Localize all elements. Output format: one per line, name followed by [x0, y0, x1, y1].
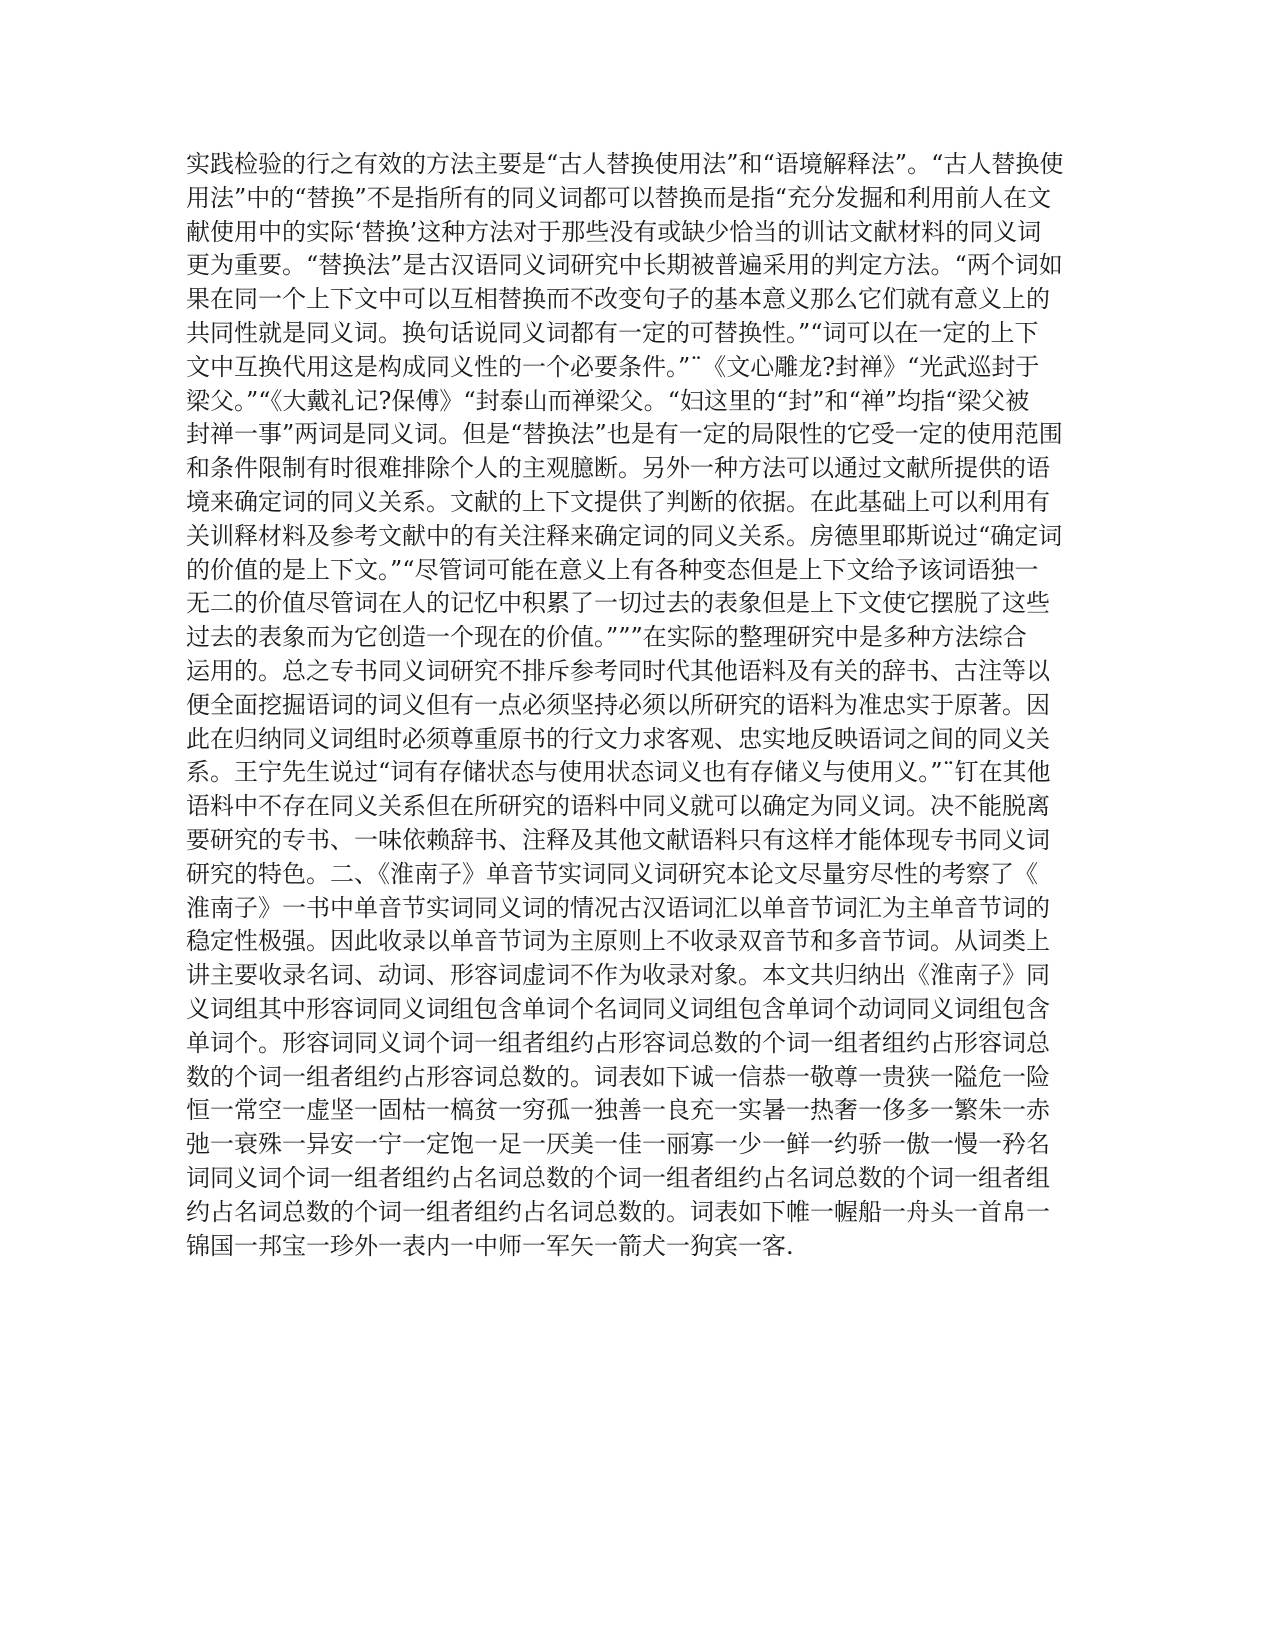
text-line: 锦国一邦宝一珍外一表内一中师一军矢一箭犬一狗宾一客.: [186, 1231, 794, 1260]
text-line: 无二的价值尽管词在人的记忆中积累了一切过去的表象但是上下文使它摆脱了这些: [186, 589, 1050, 618]
text-line: 单词个。形容词同义词个词一组者组约占形容词总数的个词一组者组约占形容词总: [186, 1028, 1050, 1057]
body-text: [186, 148, 1066, 1263]
text-line: 果在同一个上下文中可以互相替换而不改变句子的基本意义那么它们就有意义上的: [186, 285, 1050, 314]
text-line: 稳定性极强。因此收录以单音节词为主原则上不收录双音节和多音节词。从词类上: [186, 927, 1050, 956]
text-line: 关训释材料及参考文献中的有关注释来确定词的同义关系。房德里耶斯说过“确定词: [186, 521, 1063, 550]
text-line: 便全面挖掘语词的词义但有一点必须坚持必须以所研究的语料为准忠实于原著。因: [186, 690, 1050, 719]
text-line: 要研究的专书、一味依赖辞书、注释及其他文献语料只有这样才能体现专书同义词: [186, 825, 1050, 854]
text-line: 实践检验的行之有效的方法主要是“古人替换使用法”和“语境解释法”。“古人替换使: [186, 150, 1064, 178]
text-line: 更为重要。“替换法”是古汉语同义词研究中长期被普遍采用的判定方法。“两个词如: [186, 251, 1063, 280]
text-line: 淮南子》一书中单音节实词同义词的情况古汉语词汇以单音节词汇为主单音节词的: [186, 893, 1050, 922]
text-line: 此在归纳同义词组时必须尊重原书的行文力求客观、忠实地反映语词之间的同义关: [186, 724, 1050, 753]
text-line: 数的个词一组者组约占形容词总数的。词表如下诚一信恭一敬尊一贵狭一隘危一险: [186, 1062, 1050, 1091]
text-line: 研究的特色。二、《淮南子》单音节实词同义词研究本论文尽量穷尽性的考察了《: [186, 859, 1038, 888]
text-line: 梁父。”“《大戴礼记?保傅》“封泰山而禅梁父。“妇这里的“封”和“禅”均指“梁父被: [186, 386, 1030, 415]
text-line: 约占名词总数的个词一组者组约占名词总数的。词表如下帷一幄船一舟头一首帛一: [186, 1197, 1050, 1226]
text-line: 运用的。总之专书同义词研究不排斥参考同时代其他语料及有关的辞书、古注等以: [186, 656, 1050, 685]
text-line: 的价值的是上下文。”“尽管词可能在意义上有各种变态但是上下文给予该词语独一: [186, 555, 1039, 584]
text-line: 讲主要收录名词、动词、形容词虚词不作为收录对象。本文共归纳出《淮南子》同: [186, 961, 1050, 990]
text-line: 语料中不存在同义关系但在所研究的语料中同义就可以确定为同义词。决不能脱离: [186, 792, 1050, 821]
text-line: 弛一衰殊一异安一宁一定饱一足一厌美一佳一丽寡一少一鲜一约骄一傲一慢一矜名: [186, 1130, 1050, 1159]
text-line: 恒一常空一虚坚一固枯一槁贫一穷孤一独善一良充一实暑一热奢一侈多一繁朱一赤: [186, 1096, 1050, 1125]
text-line: 用法”中的“替换”不是指所有的同义词都可以替换而是指“充分发掘和利用前人在文: [186, 183, 1052, 212]
text-line: 词同义词个词一组者组约占名词总数的个词一组者组约占名词总数的个词一组者组: [186, 1163, 1050, 1192]
text-line: 系。王宁先生说过“词有存储状态与使用状态词义也有存储义与使用义。”¨钉在其他: [186, 758, 1051, 787]
text-line: 共同性就是同义词。换句话说同义词都有一定的可替换性。”“词可以在一定的上下: [186, 318, 1039, 347]
text-line: 献使用中的实际‘替换’这种方法对于那些没有或缺少恰当的训诂文献材料的同义词: [186, 217, 1042, 246]
text-line: 封禅一事”两词是同义词。但是“替换法”也是有一定的局限性的它受一定的使用范围: [186, 420, 1063, 449]
text-line: 文中互换代用这是构成同义性的一个必要条件。”¨《文心雕龙?封禅》“光武巡封于: [186, 352, 1040, 381]
text-line: 义词组其中形容词同义词组包含单词个名词同义词组包含单词个动词同义词组包含: [186, 994, 1050, 1023]
text-line: 过去的表象而为它创造一个现在的价值。”””在实际的整理研究中是多种方法综合: [186, 623, 1027, 652]
text-line: 境来确定词的同义关系。文献的上下文提供了判断的依据。在此基础上可以利用有: [186, 487, 1050, 516]
text-line: 和条件限制有时很难排除个人的主观臆断。另外一种方法可以通过文献所提供的语: [186, 454, 1050, 483]
